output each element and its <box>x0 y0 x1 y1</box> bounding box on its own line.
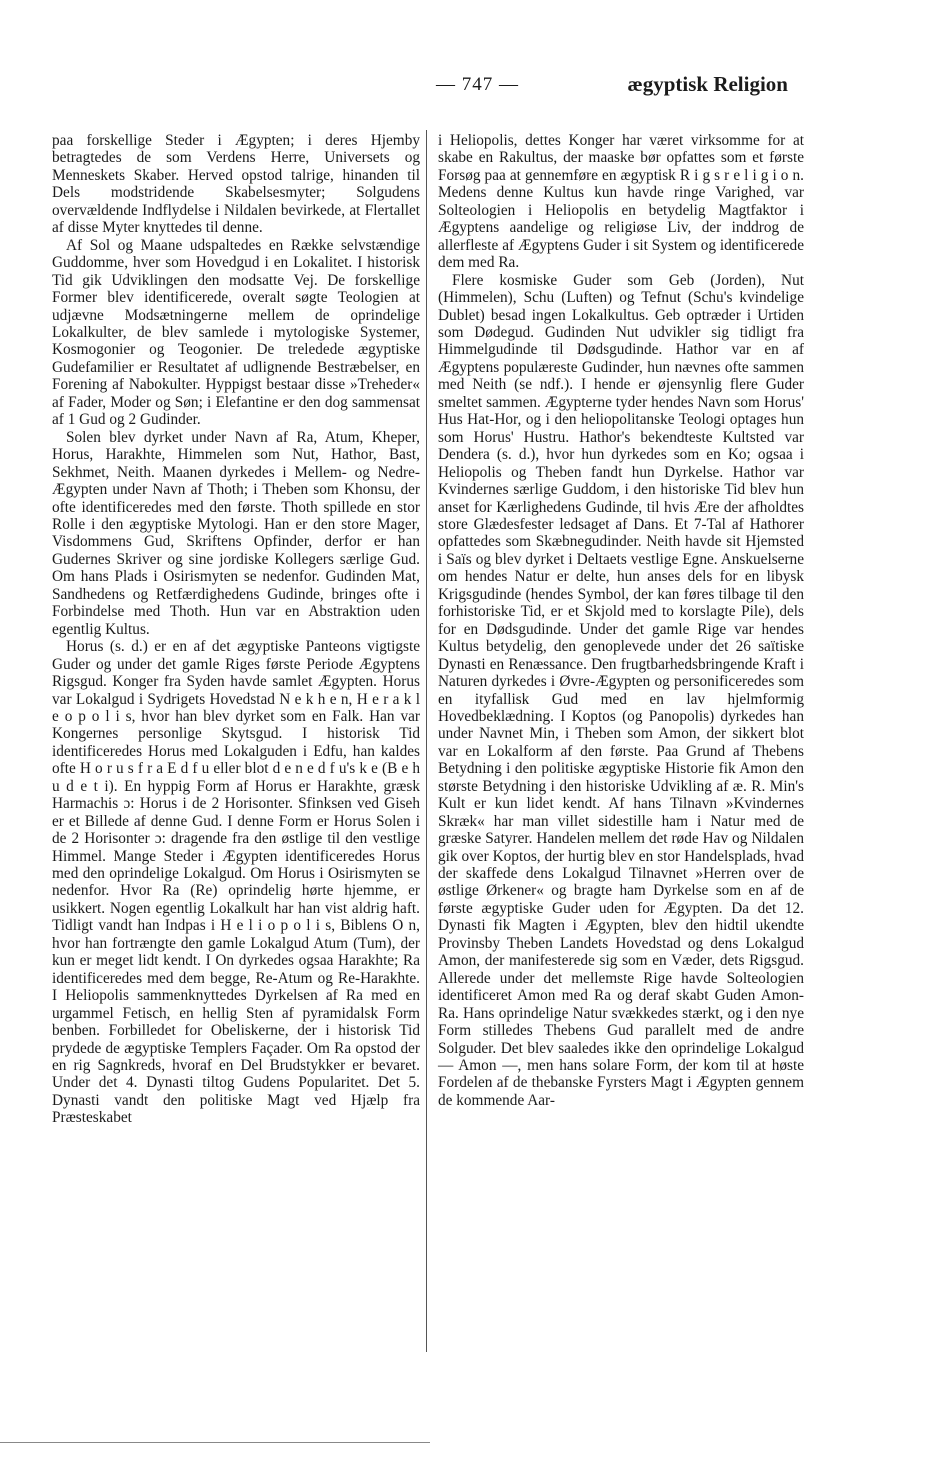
page-header <box>50 74 788 104</box>
paragraph: Solen blev dyrket under Navn af Ra, Atum, Kheper, Horus, Harakhte, Himmelen som Nut, Hathor, Bast, Sekhmet, Neith. Maanen dyrkedes i Mellem- og Nedre-Ægypten under Navn af Thoth; i Theben som Khonsu, der ofte identificeredes med den første. Thoth spillede en stor Rolle i den ægyptiske Mytologi. Han er den store Mager, Visdommens Gud, Skriftens Opfinder, derfor er han Gudernes Skriver og sine jordiske Kollegers særlige Gud. Om hans Plads i Osirismyten se nedenfor. Gudinden Mat, Sandhedens og Retfærdighedens Gudinde, bringes ofte i Forbindelse med Thoth. Hun var en Abstraktion uden egentlig Kultus. <box>52 428 420 638</box>
paragraph: Flere kosmiske Guder som Geb (Jorden), Nut (Himmelen), Schu (Luften) og Tefnut (Schu's kvindelige Dublet) besad ingen Lokalkultus. Geb optræder i Urtiden som Dødegud. Gudinden Nut udvikler sig tidligt fra Himmelgudinde til Dødsgudinde. Hathor var en af Ægyptens populæreste Gudinder, hun nævnes ofte sammen med Neith (se ndf.). I hende er øjensynlig flere Guder smeltet sammen. Ægypterne tyder hendes Navn som Horus' Hus Hat-Hor, og i den heliopolitanske Teologi optages hun som Horus' Hustru. Hathor's bekendteste Kultsted var Dendera (s. d.), hvor hun dyrkedes som en Ko; ogsaa i Heliopolis og Theben fandt hun Dyrkelse. Hathor var Kvindernes særlige Guddom, i den historiske Tid blev hun anset for Kærlighedens Gudinde, til hvis Ære der afholdtes store Glædesfester ledsaget af Dans. Et 7-Tal af Hathorer opfattedes som Skæbnegudinder. Neith havde sit Hjemsted i Saïs og blev dyrket i Deltaets vestlige Egne. Anskuelserne om hendes Natur er delte, hun anses dels for en libysk Krigsgudinde (hendes Symbol, der kan føres tilbage til den forhistoriske Tid, er et Skjold med to korslagte Pile), dels for en Dødsgudinde. Under det gamle Rige var hendes Kultus betydelig, den genoplevede under det 26 saïtiske Dynasti en Renæssance. Den frugtbarhedsbringende Kraft i Naturen dyrkedes i Øvre-Ægypten og personificeredes som en ityfallisk Gud med en lav hjelmformig Hovedbeklædning. I Koptos (og Panopolis) dyrkedes han under Navnet Min, i Theben som Amon, der sikkert blot var en Lokalform af den første. Paa Grund af Thebens Betydning i den politiske ægyptiske Historie fik Amon den største Betydning i den historiske Udvikling af æ. R. Min's Kult er kun lidet kendt. Af hans Tilnavn »Kvindernes Skræk« har man villet sidestille ham i Natur med de græske Satyrer. Handelen mellem det røde Hav og Nildalen gik over Koptos, der hurtig blev en stor Handelsplads, hvad der skaffede dens Lokalgud Tilnavnet »Herren over de østlige Ørkener« og bragte ham Dyrkelse som en af de første ægyptiske Guder uden for Ægypten. Da det 12. Dynasti fik Magten i Ægypten, blev den hidtil ukendte Provinsby Theben Landets Hovedstad og dens Lokalgud Amon, der manifesterede sig som en Væder, dets Rigsgud. Allerede under det mellemste Rige havde Solteologien identificeret Amon med Ra og deraf skabt Guden Amon-Ra. Hans oprindelige Natur svækkedes stærkt, og i den nye Form stilledes Thebens Gud parallelt med de andre Solguder. Det blev saaledes ikke den oprindelige Lokalgud — Amon —, men hans solare Form, der kom til at høste Fordelen af de thebanske Fyrsters Magt i Ægypten gennem de kommende Aar- <box>438 271 804 1109</box>
paragraph: Horus (s. d.) er en af det ægyptiske Panteons vigtigste Guder og under det gamle Riges første Periode Ægyptens Rigsgud. Konger fra Syden havde samlet Ægypten. Horus var Lokalgud i Sydrigets Hovedstad N e k h e n, H e r a k l e o p o l i s, hvor han blev dyrket som en Falk. Han var Kongernes personlige Skytsgud. I historisk Tid identificeredes Horus med Lokalguden i Edfu, han kaldes ofte H o r u s f r a E d f u eller blot d e n e d f u's k e (B e h u d e t i). En hyppig Form af Horus er Harakhte, græsk Harmachis ɔ: Horus i de 2 Horisonter. Sfinksen ved Giseh er et Billede af denne Gud. I denne Form er Horus Solen i de 2 Horisonter ɔ: dragende fra den østlige til den vestlige Himmel. Mange Steder i Ægypten identificeredes Horus med den oprindelige Lokalgud. Om Horus i Osirismyten se nedenfor. Hvor Ra (Re) oprindelig hørte hjemme, er usikkert. Nogen egentlig Lokalkult har han vist aldrig haft. Tidligt vandt han Indpas i H e l i o p o l i s, Biblens O n, hvor han fortrængte den gamle Lokalgud Atum (Tum), der kun er meget lidt kendt. I On dyrkedes ogsaa Harakhte; Ra identificeredes med dem begge, Re-Atum og Re-Harakhte. I Heliopolis sammenknyttedes Dyrkelsen af Ra med en urgammel Fetisch, en hellig Sten af pyramidalsk Form benben. Forbilledet for Obeliskerne, der i historisk Tid prydede de ægyptiske Templers Façader. Om Ra opstod der en rig Sagnkreds, hvoraf en Del Brudstykker er bevaret. Under det 4. Dynasti tiltog Gudens Popularitet. Det 5. Dynasti vandt den politiske Magt ved Hjælp fra Præsteskabet <box>52 638 420 1127</box>
paragraph: Af Sol og Maane udspaltedes en Række selvstændige Guddomme, hver som Hovedgud i en Lokalitet. I historisk Tid gik Udviklingen den modsatte Vej. De forskellige Former blev identificerede, overalt søgte Teologien at udjævne Modsætningerne mellem de oprindelige Lokalkulter, de blev samlede i mytologiske Systemer, Kosmogonier og Teogonier. De treledede ægyptiske Gudefamilier er Resultatet af udlignende Bestræbelser, en Forening af Nabokulter. Hyppigst bestaar disse »Treheder« af Fader, Moder og Søn; i Elefantine er den dog sammensat af 1 Gud og 2 Gudinder. <box>52 236 420 429</box>
footer-rule <box>0 1442 430 1443</box>
running-head: ægyptisk Religion <box>627 72 788 96</box>
paragraph: i Heliopolis, dettes Konger har været virksomme for at skabe en Rakultus, der maaske bør opfattes som et første Forsøg paa at gennemføre en ægyptisk R i g s r e l i g i o n. Medens denne Kultus kun havde ringe Varighed, var Solteologien i Heliopolis en betydelig Magtfaktor i Ægyptens aandelige og religiøse Liv, der inddrog de allerfleste af Ægyptens Guder i sit System og identificerede dem med Ra. <box>438 132 804 272</box>
left-column <box>52 132 420 1127</box>
right-column <box>438 132 804 1109</box>
column-divider <box>426 130 427 1352</box>
paragraph: paa forskellige Steder i Ægypten; i deres Hjemby betragtedes de som Verdens Herre, Universets og Menneskets Skaber. Herved opstod talrige, hinanden til Dels modstridende Skabelsesmyter; Solgudens overvældende Indflydelse i Nildalen bevirkede, at Flertallet af disse Myter knyttedes til denne. <box>52 132 420 237</box>
page-number: — 747 — <box>436 74 519 95</box>
